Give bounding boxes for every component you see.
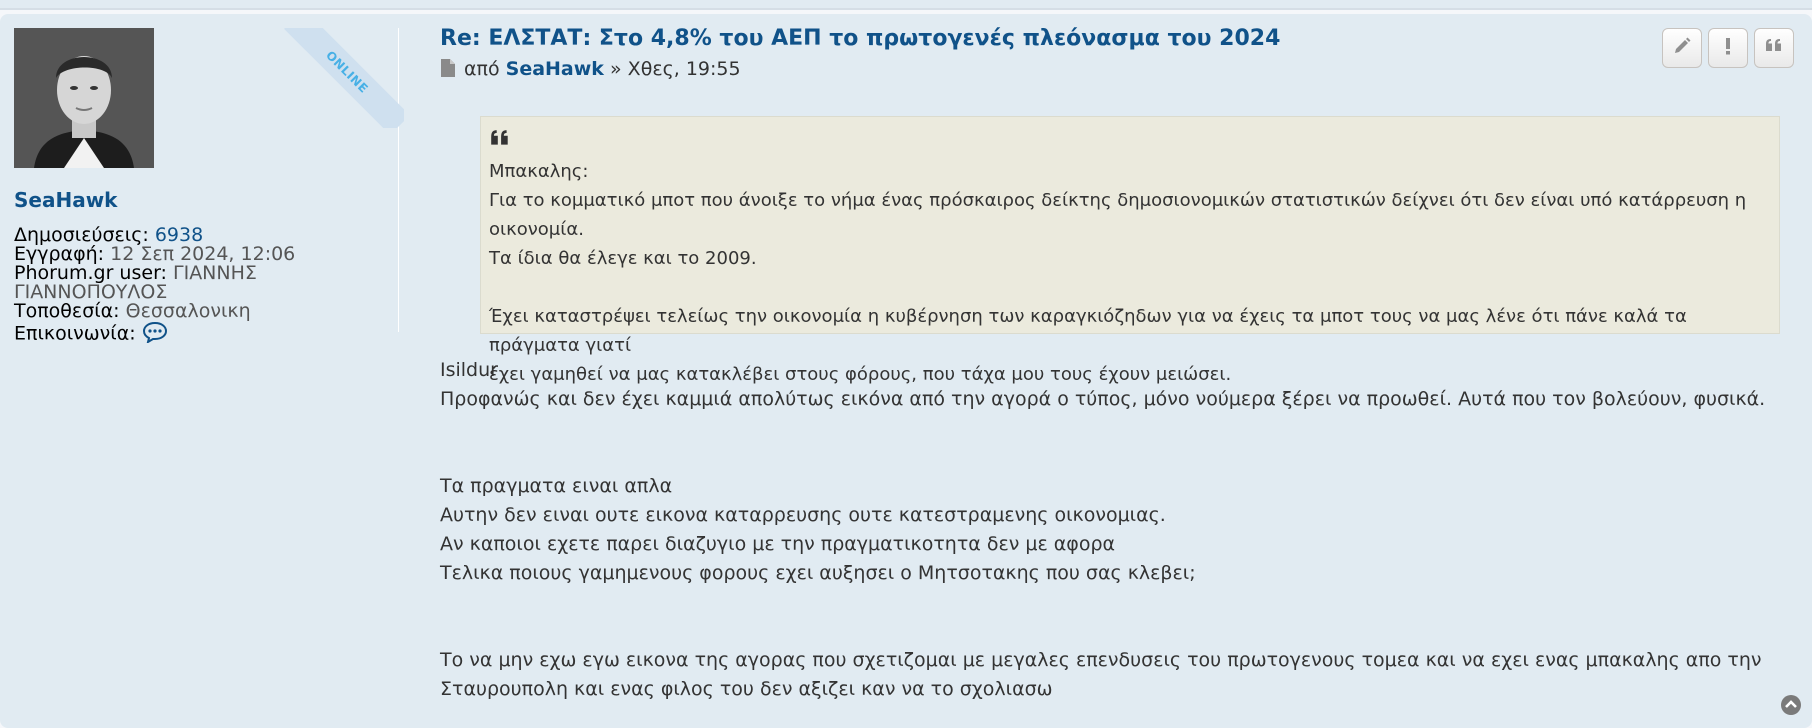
- posts-count-link[interactable]: 6938: [154, 224, 204, 246]
- content-line: Isildur: [440, 359, 498, 381]
- by-label: από: [464, 58, 500, 80]
- post-title[interactable]: Re: ΕΛΣΤΑΤ: Στο 4,8% του ΑΕΠ το πρωτογενές πλεόνασμα του 2024: [440, 26, 1281, 51]
- joined-value: 12 Σεπ 2024, 12:06: [110, 243, 296, 265]
- phorum-value-first: ΓΙΑΝΝΗΣ: [173, 262, 257, 284]
- content-line: Σταυρουπολη και ενας φιλος του δεν αξιζει καν να το σχολιασω: [440, 678, 1053, 700]
- online-ribbon: [284, 28, 404, 128]
- arrow-up-icon: [1780, 701, 1802, 720]
- document-icon[interactable]: [440, 58, 456, 83]
- quote-line: έχει γαμηθεί να μας κατακλέβει στους φόρους, που τάχα μου τους έχουν μειώσει.: [489, 364, 1232, 385]
- phorum-label: Phorum.gr user:: [14, 262, 167, 284]
- quote-icon: [1764, 36, 1784, 60]
- chat-bubble-icon[interactable]: [142, 321, 168, 347]
- quote-block: [480, 116, 1780, 385]
- quote-author: Μπακαλης:: [489, 161, 589, 182]
- post-content: [440, 356, 1780, 704]
- profile-username[interactable]: SeaHawk: [14, 188, 118, 212]
- post-buttons: [1662, 28, 1794, 68]
- joined-label: Εγγραφή:: [14, 243, 105, 265]
- previous-post-edge: [0, 0, 1812, 10]
- profile-details: [14, 226, 314, 347]
- post-time: Χθες, 19:55: [627, 58, 741, 80]
- back-to-top-button[interactable]: [1780, 694, 1802, 716]
- post-author-link[interactable]: SeaHawk: [505, 58, 604, 80]
- posts-label: Δημοσιεύσεις:: [14, 224, 149, 246]
- quote-button[interactable]: [1754, 28, 1794, 68]
- quote-line: Τα ίδια θα έλεγε και το 2009.: [489, 248, 757, 269]
- content-line: Αν καποιοι εχετε παρει διαζυγιο με την πραγματικοτητα δεν με αφορα: [440, 533, 1116, 555]
- author-separator: »: [610, 58, 622, 80]
- contact-label: Επικοινωνία:: [14, 322, 136, 345]
- exclamation-icon: [1718, 36, 1738, 60]
- quote-icon: [489, 127, 1771, 157]
- phorum-value-second: ΓΙΑΝΝΟΠΟΥΛΟΣ: [14, 281, 168, 303]
- location-value: Θεσσαλονικη: [125, 300, 251, 322]
- content-line: Προφανώς και δεν έχει καμμιά απολύτως εικόνα από την αγορά ο τύπος, μόνο νούμερα ξέρει να προωθεί. Αυτά που τον βολεύουν, φυσικά.: [440, 388, 1766, 410]
- online-label: ONLINE: [284, 28, 404, 128]
- quote-line: Για το κομματικό μποτ που άνοιξε το νήμα ένας πρόσκαιρος δείκτης δημοσιονομικών στατιστικών δείχνει ότι δεν είναι υπό κατάρρευση η οικονομία.: [489, 190, 1747, 240]
- forum-post: [0, 14, 1812, 728]
- post-profile: [14, 28, 399, 345]
- location-label: Τοποθεσία:: [14, 300, 120, 322]
- quote-line: Έχει καταστρέψει τελείως την οικονομία η κυβέρνηση των καραγκιόζηδων για να έχεις τα μποτ τους να μας λένε ότι πάνε καλά τα πράγματα γιατί: [489, 306, 1687, 356]
- edit-button[interactable]: [1662, 28, 1702, 68]
- report-button[interactable]: [1708, 28, 1748, 68]
- content-line: Αυτην δεν ειναι ουτε εικονα καταρρευσης ουτε κατεστραμενης οικονομιας.: [440, 504, 1166, 526]
- content-line: Το να μην εχω εγω εικονα της αγορας που σχετιζομαι με μεγαλες επενδυσεις του πρωτογενους τομεα και να εχει ενας μπακαλης απο την: [440, 649, 1762, 671]
- pencil-icon: [1672, 36, 1692, 60]
- content-line: Τελικα ποιους γαμημενους φορους εχει αυξησει ο Μητσοτακης που σας κλεβει;: [440, 562, 1196, 584]
- content-line: Τα πραγματα ειναι απλα: [440, 475, 673, 497]
- avatar[interactable]: [14, 28, 154, 168]
- post-author-line: [440, 58, 741, 83]
